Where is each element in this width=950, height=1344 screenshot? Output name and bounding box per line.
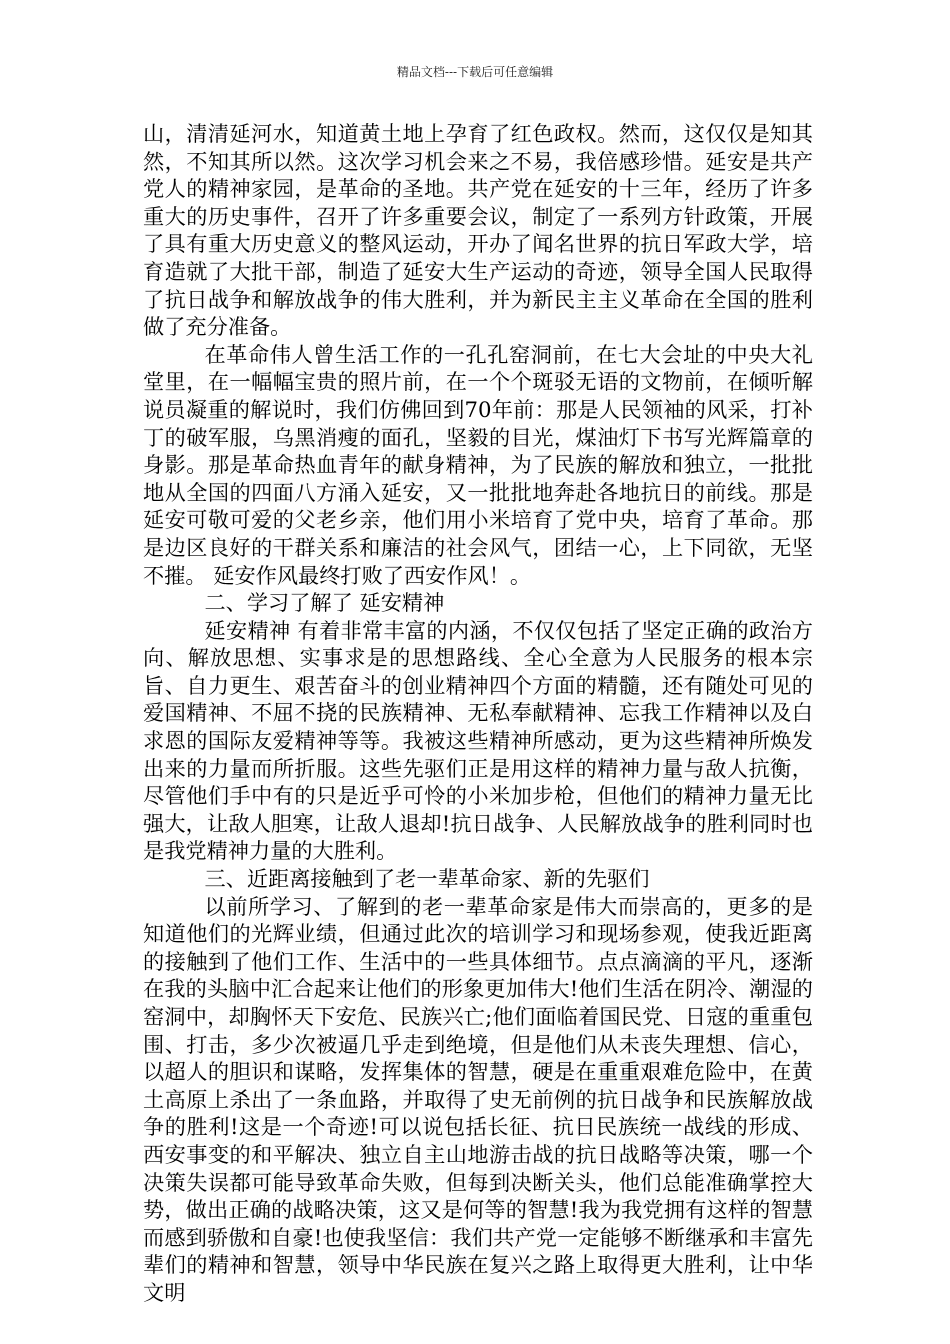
- paragraph-4: 以前所学习、了解到的老一辈革命家是伟大而崇高的，更多的是知道他们的光辉业绩，但通过此次的培训学习和现场参观，使我近距离的接触到了他们工作、生活中的一些具体细节。点点滴滴的平凡，逐渐在我的头脑中汇合起来让他们的形象更加伟大!他们生活在阴冷、潮湿的窑洞中，却胸怀天下安危、民族兴亡;他们面临着国民党、日寇的重重包围、打击，多少次被逼几乎走到绝境，但是他们从未丧失理想、信心，以超人的胆识和谋略，发挥集体的智慧，硬是在重重艰难危险中，在黄土高原上杀出了一条血路，并取得了史无前例的抗日战争和民族解放战争的胜利!这是一个奇迹!可以说包括长征、抗日民族统一战线的形成、西安事变的和平解决、独立自主山地游击战的抗日战略等决策，哪一个决策失误都可能导致革命失败，但每到决断关头，他们总能准确掌控大势，做出正确的战略决策，这又是何等的智慧!我为我党拥有这样的智慧而感到骄傲和自豪!也使我坚信：我们共产党一定能够不断继承和丰富先辈们的精神和智慧，领导中华民族在复兴之路上取得更大胜利，让中华文明: [143, 893, 813, 1305]
- paragraph-2: 在革命伟人曾生活工作的一孔孔窑洞前，在七大会址的中央大礼堂里，在一幅幅宝贵的照片前，在一个个斑驳无语的文物前，在倾听解说员凝重的解说时，我们仿佛回到70年前：那是人民领袖的风采，打补丁的破军服，乌黑消瘦的面孔，坚毅的目光，煤油灯下书写光辉篇章的身影。那是革命热血青年的献身精神，为了民族的解放和独立，一批批地从全国的四面八方涌入延安，又一批批地奔赴各地抗日的前线。那是延安可敬可爱的父老乡亲，他们用小米培育了党中央，培育了革命。那是边区良好的干群关系和廉洁的社会风气，团结一心，上下同欲，无坚不摧。 延安作风最终打败了西安作风！。: [143, 341, 813, 588]
- paragraph-1: 山，清清延河水，知道黄土地上孕育了红色政权。然而，这仅仅是知其然，不知其所以然。这次学习机会来之不易，我倍感珍惜。延安是共产党人的精神家园，是革命的圣地。共产党在延安的十三年，经历了许多重大的历史事件，召开了许多重要会议，制定了一系列方针政策，开展了具有重大历史意义的整风运动，开办了闻名世界的抗日军政大学，培育造就了大批干部，制造了延安大生产运动的奇迹，领导全国人民取得了抗日战争和解放战争的伟大胜利，并为新民主主义革命在全国的胜利做了充分准备。: [143, 121, 813, 340]
- section-heading-2: 二、学习了解了 延安精神: [204, 590, 445, 616]
- section-heading-3: 三、近距离接触到了老一辈革命家、新的先驱们: [204, 866, 650, 892]
- document-body: [143, 120, 813, 1307]
- paragraph-3: 延安精神 有着非常丰富的内涵，不仅仅包括了坚定正确的政治方向、解放思想、实事求是的思想路线、全心全意为人民服务的根本宗旨、自力更生、艰苦奋斗的创业精神四个方面的精髓，还有随处可见的爱国精神、不屈不挠的民族精神、无私奉献精神、忘我工作精神以及白求恩的国际友爱精神等等。我被这些精神所感动，更为这些精神所焕发出来的力量而所折服。这些先驱们正是用这样的精神力量与敌人抗衡，尽管他们手中有的只是近乎可怜的小米加步枪，但他们的精神力量无比强大，让敌人胆寒，让敌人退却!抗日战争、人民解放战争的胜利同时也是我党精神力量的大胜利。: [143, 617, 813, 864]
- page-header: 精品文档---下载后可任意编辑: [396, 65, 554, 79]
